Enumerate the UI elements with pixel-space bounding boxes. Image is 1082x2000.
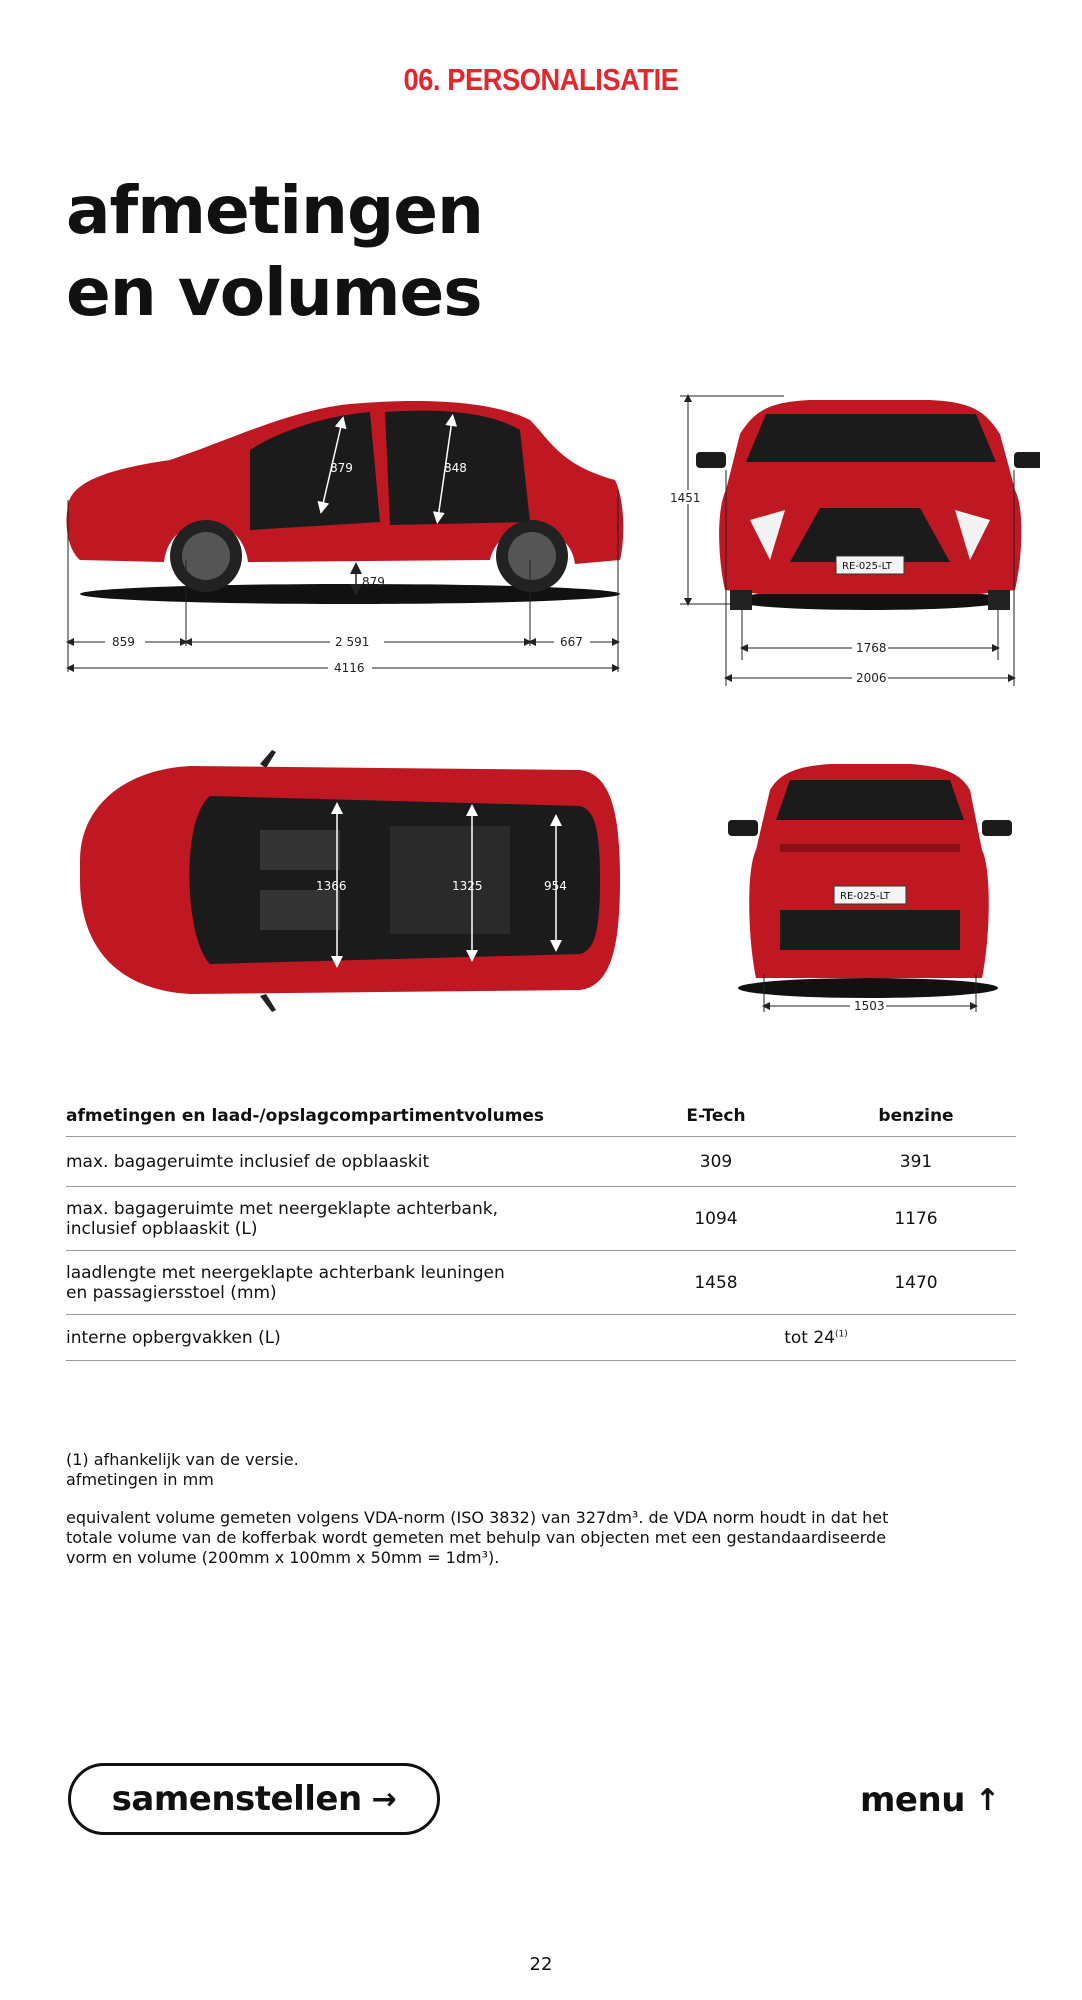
footnote-vda-1: equivalent volume gemeten volgens VDA-norm (ISO 3832) van 327dm³. de VDA norm houdt in dat het xyxy=(66,1508,889,1527)
top-view-diagram xyxy=(60,750,640,1030)
arrow-up-icon: ↑ xyxy=(974,1782,1000,1818)
footnote-units: afmetingen in mm xyxy=(66,1470,214,1489)
page-title-line-2: en volumes xyxy=(66,254,482,331)
wheelbase: 2 591 xyxy=(335,635,370,649)
dimensions-table xyxy=(66,1096,1016,1361)
row-value-etech: 1094 xyxy=(616,1187,816,1251)
row-label: laadlengte met neergeklapte achterbank leuningen en passagiersstoel (mm) xyxy=(66,1251,616,1315)
row-value-benzine: 391 xyxy=(816,1137,1016,1187)
table-header-label: afmetingen en laad-/opslagcompartimentvolumes xyxy=(66,1096,616,1137)
page-number: 22 xyxy=(529,1954,553,1975)
rear-license-plate: RE-025-LT xyxy=(840,891,890,902)
table-row xyxy=(66,1137,1016,1187)
ground-clearance: 879 xyxy=(362,575,385,589)
section-label: 06. PERSONALISATIE xyxy=(403,62,679,97)
side-view-diagram xyxy=(60,390,630,690)
menu-button-label: menu xyxy=(860,1780,965,1820)
arrow-right-icon: → xyxy=(371,1781,397,1817)
door-height-rear: 848 xyxy=(444,461,467,475)
rear-track-width: 1503 xyxy=(854,999,885,1013)
footnote-vda-3: vorm en volume (200mm x 100mm x 50mm = 1dm³). xyxy=(66,1548,500,1567)
vehicle-width: 1768 xyxy=(856,641,887,655)
footnote-version: (1) afhankelijk van de versie. xyxy=(66,1450,299,1469)
row-label: max. bagageruimte inclusief de opblaaskit xyxy=(66,1137,616,1187)
row-label: max. bagageruimte met neergeklapte achterbank, inclusief opblaaskit (L) xyxy=(66,1187,616,1251)
row-label: interne opbergvakken (L) xyxy=(66,1315,616,1361)
vehicle-height: 1451 xyxy=(670,491,701,505)
footnotes xyxy=(66,1450,1016,1568)
page-title xyxy=(66,170,483,334)
table-header-etech: E-Tech xyxy=(616,1096,816,1137)
interior-length-1: 1366 xyxy=(316,879,347,893)
door-height-front: 879 xyxy=(330,461,353,475)
page-title-line-1: afmetingen xyxy=(66,172,483,249)
interior-length-2: 1325 xyxy=(452,879,483,893)
row-value-benzine: 1176 xyxy=(816,1187,1016,1251)
windshield xyxy=(746,414,996,462)
front-license-plate: RE-025-LT xyxy=(842,561,892,572)
table-row xyxy=(66,1315,1016,1361)
rear-view-diagram xyxy=(720,760,1030,1030)
vehicle-width-mirrors: 2006 xyxy=(856,671,887,685)
footnote-vda-2: totale volume van de kofferbak wordt gemeten met behulp van objecten met een gestandaardiseerde xyxy=(66,1528,887,1547)
table-row xyxy=(66,1251,1016,1315)
menu-button[interactable] xyxy=(860,1770,1000,1830)
rear-overhang: 667 xyxy=(560,635,583,649)
front-overhang: 859 xyxy=(112,635,135,649)
row-value-combined: tot 24$^{(1)}$ xyxy=(616,1315,1016,1361)
row-value-etech: 309 xyxy=(616,1137,816,1187)
rear-window xyxy=(776,780,964,820)
row-value-benzine: 1470 xyxy=(816,1251,1016,1315)
front-view-diagram xyxy=(660,390,1040,690)
table-row xyxy=(66,1187,1016,1251)
overall-length: 4116 xyxy=(334,661,365,675)
row-value-etech: 1458 xyxy=(616,1251,816,1315)
table-header-row xyxy=(66,1096,1016,1137)
build-button-label: samenstellen xyxy=(111,1779,362,1819)
table-header-benzine: benzine xyxy=(816,1096,1016,1137)
interior-length-3: 954 xyxy=(544,879,567,893)
build-button[interactable] xyxy=(68,1763,440,1835)
